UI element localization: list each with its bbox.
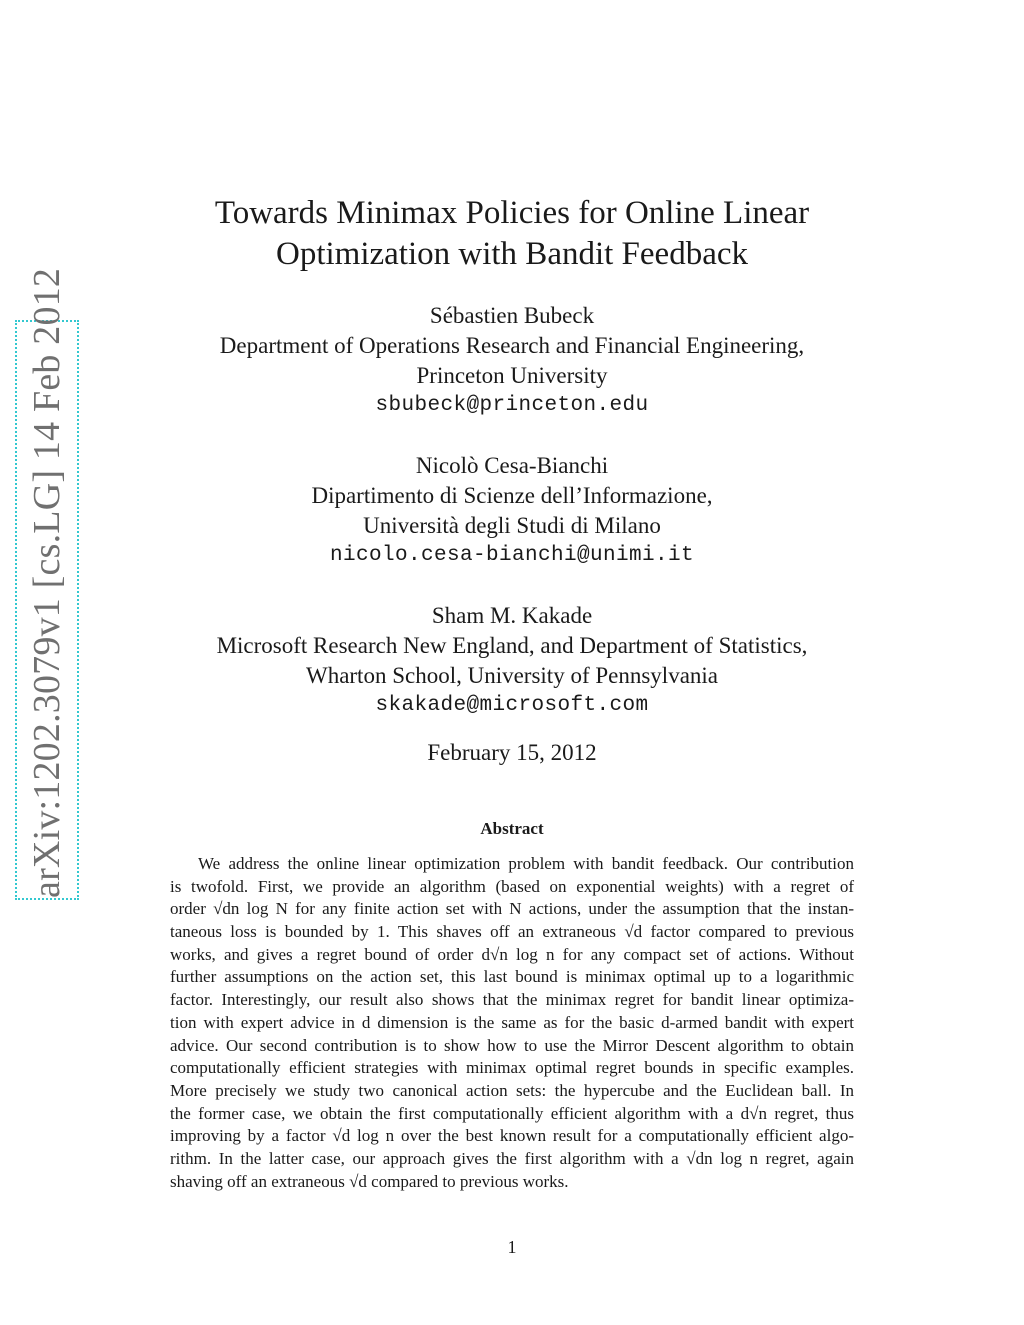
author-block-3 <box>150 601 874 721</box>
abstract-body <box>170 853 854 1193</box>
title-line-2: Optimization with Bandit Feedback <box>276 236 748 272</box>
abstract-line: We address the online linear optimization problem with bandit feedback. Our contribution <box>198 854 854 873</box>
abstract-line: is twofold. First, we provide an algorithm (based on exponential weights) with a regret of <box>170 876 854 896</box>
abstract-line: order √dn log N for any finite action set with N actions, under the assumption that the instan- <box>170 899 854 919</box>
author-email[interactable]: nicolo.cesa-bianchi@unimi.it <box>329 544 695 567</box>
author-affiliation: Università degli Studi di Milano <box>363 513 661 538</box>
abstract-line: computationally efficient strategies with minimax optimal regret bounds in specific examples. <box>170 1058 854 1078</box>
page-number: 1 <box>507 1237 517 1257</box>
author-affiliation: Princeton University <box>416 363 608 388</box>
author-name: Sham M. Kakade <box>431 603 593 628</box>
abstract-line: taneous loss is bounded by 1. This shaves off an extraneous √d factor compared to previous <box>170 922 854 942</box>
author-name: Nicolò Cesa-Bianchi <box>415 453 609 478</box>
abstract-heading: Abstract <box>480 819 544 838</box>
abstract-line: rithm. In the latter case, our approach gives the first algorithm with a √dn log n regret, again <box>170 1148 854 1168</box>
abstract-line: shaving off an extraneous √d compared to previous works. <box>170 1171 569 1191</box>
abstract-line: further assumptions on the action set, this last bound is minimax optimal up to a logarithmic <box>170 967 854 987</box>
abstract-line: works, and gives a regret bound of order d√n log n for any compact set of actions. Without <box>170 944 854 964</box>
author-affiliation: Wharton School, University of Pennsylvania <box>305 663 718 688</box>
abstract-line: advice. Our second contribution is to show how to use the Mirror Descent algorithm to obtain <box>170 1035 854 1055</box>
author-block-1 <box>150 301 874 421</box>
abstract-line: More precisely we study two canonical action sets: the hypercube and the Euclidean ball. In <box>170 1080 854 1100</box>
author-affiliation: Dipartimento di Scienze dell’Informazione, <box>311 483 713 508</box>
author-affiliation: Microsoft Research New England, and Department of Statistics, <box>216 633 808 658</box>
author-block-2 <box>150 451 874 571</box>
publication-date: February 15, 2012 <box>427 740 597 765</box>
abstract-line: the former case, we obtain the first computationally efficient algorithm with a d√n regret, thus <box>170 1103 854 1123</box>
author-name: Sébastien Bubeck <box>429 303 595 328</box>
author-affiliation: Department of Operations Research and Financial Engineering, <box>219 333 805 358</box>
title-line-1: Towards Minimax Policies for Online Linear <box>214 195 810 231</box>
author-email[interactable]: skakade@microsoft.com <box>375 694 649 717</box>
abstract-line: improving by a factor √d log n over the best known result for a computationally efficient algo- <box>170 1126 854 1146</box>
author-email[interactable]: sbubeck@princeton.edu <box>375 394 649 417</box>
paper-title <box>150 193 874 275</box>
abstract-line: factor. Interestingly, our result also shows that the minimax regret for bandit linear optimiza- <box>170 990 854 1010</box>
abstract-line: tion with expert advice in d dimension is the same as for the basic d-armed bandit with expert <box>170 1012 854 1032</box>
arxiv-identifier-stamp[interactable]: arXiv:1202.3079v1 [cs.LG] 14 Feb 2012 <box>15 320 79 900</box>
